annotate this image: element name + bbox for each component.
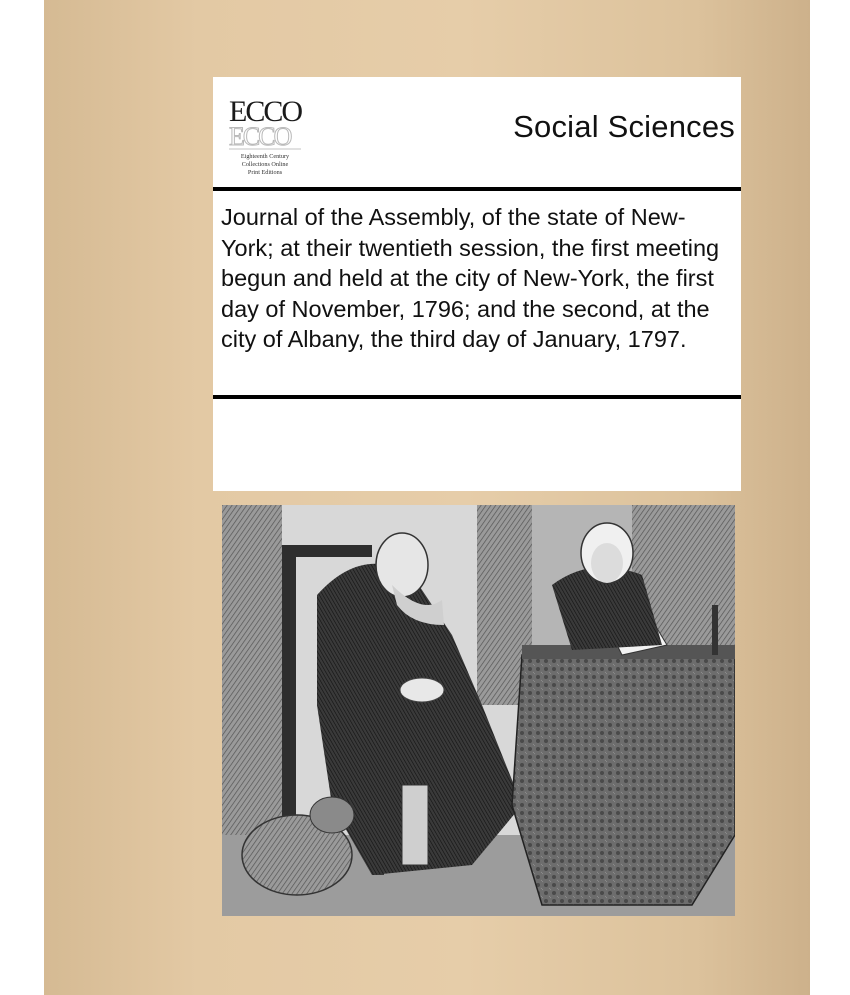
- title-panel: [213, 77, 741, 491]
- svg-text:ECCO: ECCO: [229, 122, 291, 151]
- book-cover: [44, 0, 810, 995]
- cover-illustration: [222, 505, 735, 916]
- rule-top: [213, 187, 741, 191]
- book-title: Journal of the Assembly, of the state of New-York; at their twentieth session, the first meeting begun and held at the city of New-York, the first day of November, 1796; and the second, at the city of Albany, the third day of January, 1797.: [221, 204, 720, 352]
- svg-text:Collections Online: Collections Online: [241, 161, 289, 168]
- svg-text:Eighteenth Century: Eighteenth Century: [240, 153, 290, 160]
- rule-bottom: [213, 395, 741, 399]
- category-label: Social Sciences: [513, 109, 735, 144]
- ecco-logo: [225, 91, 307, 179]
- svg-text:Print Editions: Print Editions: [247, 169, 283, 176]
- svg-text:ECCO: ECCO: [229, 95, 302, 128]
